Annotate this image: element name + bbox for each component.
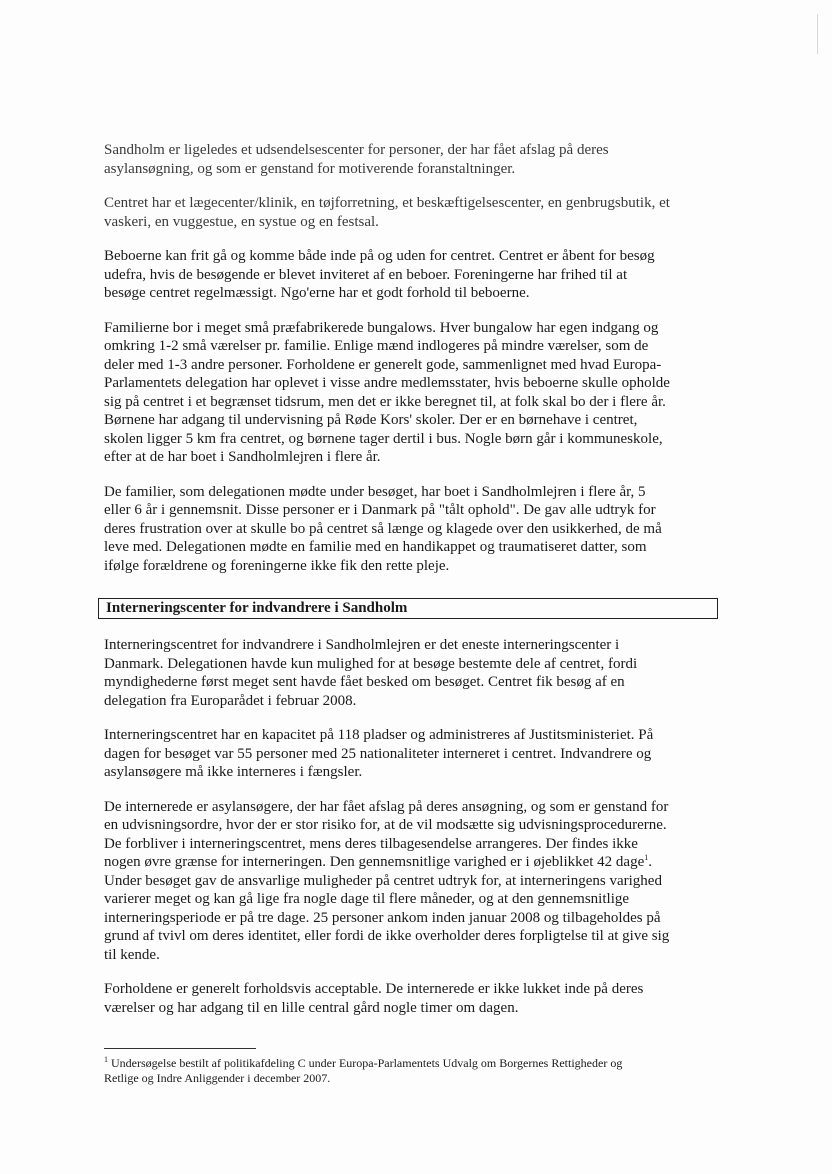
text-line: værelser og har adgang til en lille central gård nogle timer om dagen.: [104, 999, 519, 1016]
text-line: til kende.: [104, 946, 160, 963]
section-heading: Interneringscenter for indvandrere i Sandholm: [98, 598, 718, 619]
text-line: Danmark. Delegationen havde kun mulighed for at besøge bestemte dele af centret, fordi: [104, 655, 638, 672]
text-line: De forbliver i interneringscentret, mens deres tilbagesendelse arrangeres. Der findes ikke: [104, 835, 638, 852]
footnote: [104, 1056, 724, 1086]
paragraph-kapacitet: [104, 726, 724, 782]
text-line: grund af tvivl om deres identitet, eller fordi de ikke overholder deres forpligtelse til at give sig: [104, 928, 670, 944]
paragraph-interneringscenter-intro: [104, 636, 724, 710]
text-line: varierer meget og kan gå lige fra nogle dage til flere måneder, og at den gennemsnitlige: [104, 891, 630, 907]
footnote-reference[interactable]: 1: [644, 853, 649, 862]
footnote-line: Retlige og Indre Anliggender i december 2007.: [104, 1071, 331, 1085]
text-line: skolen ligger 5 km fra centret, og børnene tager dertil i bus. Nogle børn går i kommuneskole,: [104, 430, 663, 447]
text-line: vaskeri, en vuggestue, en systue og en festsal.: [104, 213, 379, 230]
text-line: Familierne bor i meget små præfabrikerede bungalows. Hver bungalow har egen indgang og: [104, 319, 659, 336]
text-line: udefra, hvis de besøgende er blevet inviteret af en beboer. Foreningerne har frihed til at: [104, 266, 628, 283]
text-line: Interneringscentret for indvandrere i Sandholmlejren er det eneste interneringscenter i: [104, 637, 620, 653]
text-line: sig på centret i et begrænset tidsrum, men det er ikke beregnet til, at folk skal bo der i flere år.: [104, 393, 666, 410]
bottom-body-text: [104, 636, 724, 1033]
text-segment: nogen øvre grænse for interneringen. Den gennemsnitlige varighed er i øjeblikket 42 dage: [104, 854, 645, 870]
text-line: interneringsperiode er på tre dage. 25 personer ankom inden januar 2008 og tilbageholdes på: [104, 909, 661, 926]
text-line: leve med. Delegationen mødte en familie med en handikappet og traumatiseret datter, som: [104, 539, 647, 555]
paragraph-familier-bolig: [104, 319, 724, 467]
text-line: efter at de har boet i Sandholmlejren i flere år.: [104, 449, 381, 465]
text-line: asylansøgning, og som er genstand for motiverende foranstaltninger.: [104, 160, 516, 177]
text-line: omkring 1-2 små værelser pr. familie. Enlige mænd indlogeres på mindre værelser, som de: [104, 338, 649, 354]
text-line: Beboerne kan frit gå og komme både inde på og uden for centret. Centret er åbent for besøg: [104, 248, 655, 264]
text-line: Under besøget gav de ansvarlige muligheder på centret udtryk for, at interneringens varighed: [104, 872, 662, 889]
paragraph-familier-ophold: [104, 483, 724, 576]
text-line: Børnene har adgang til undervisning på Røde Kors' skoler. Der er en børnehave i centret,: [104, 412, 638, 428]
top-body-text: [104, 141, 724, 591]
scan-edge-mark: [817, 14, 818, 54]
footnote-line: [104, 1056, 724, 1071]
text-line: ifølge forældrene og foreningerne ikke fik den rette pleje.: [104, 557, 450, 574]
paragraph-faciliteter: [104, 194, 724, 231]
text-line: deres frustration over at skulle bo på centret så længe og klagede over den usikkerhed, de må: [104, 520, 662, 537]
text-line: Forholdene er generelt forholdsvis acceptable. De internerede er ikke lukket inde på deres: [104, 981, 644, 997]
text-line-with-footnote: [104, 853, 724, 872]
text-line: Interneringscentret har en kapacitet på 118 pladser og administreres af Justitsministeriet. På: [104, 727, 654, 743]
text-line: Sandholm er ligeledes et udsendelsescenter for personer, der har fået afslag på deres: [104, 142, 609, 158]
text-segment: Undersøgelse bestilt af politikafdeling C under Europa-Parlamentets Udvalg om Borgernes Rettigheder og: [108, 1056, 623, 1070]
text-segment: .: [648, 854, 652, 870]
text-line: delegation fra Europarådet i februar 2008.: [104, 692, 357, 709]
text-line: deler med 1-3 andre personer. Forholdene er generelt gode, sammenlignet med hvad Europa-: [104, 356, 662, 373]
paragraph-internerede: [104, 798, 724, 965]
text-line: besøge centret regelmæssigt. Ngo'erne har et godt forhold til beboerne.: [104, 285, 530, 301]
footnote-divider: [104, 1048, 256, 1049]
text-line: Centret har et lægecenter/klinik, en tøjforretning, et beskæftigelsescenter, en genbrugsbutik, et: [104, 195, 670, 211]
text-line: asylansøgere må ikke interneres i fængsler.: [104, 764, 363, 780]
paragraph-besoeg: [104, 247, 724, 303]
text-line: eller 6 år i gennemsnit. Disse personer er i Danmark på "tålt ophold". De gav alle udtryk for: [104, 502, 656, 518]
text-line: De familier, som delegationen mødte under besøget, har boet i Sandholmlejren i flere år, 5: [104, 483, 646, 500]
footnote-marker: 1: [104, 1055, 108, 1064]
text-line: en udvisningsordre, hvor der er stor risiko for, at de vil modsætte sig udvisningsprocedurerne.: [104, 817, 667, 833]
text-line: De internerede er asylansøgere, der har fået afslag på deres ansøgning, og som er genstand for: [104, 798, 669, 815]
text-line: Parlamentets delegation har oplevet i visse andre medlemsstater, hvis beboerne skulle opholde: [104, 375, 670, 391]
paragraph-forhold: [104, 980, 724, 1017]
text-line: myndighederne først meget sent havde fået besked om besøget. Centret fik besøg af en: [104, 674, 625, 690]
text-line: dagen for besøget var 55 personer med 25 nationaliteter interneret i centret. Indvandrere og: [104, 745, 652, 762]
paragraph-udsendelsescenter: [104, 141, 724, 178]
